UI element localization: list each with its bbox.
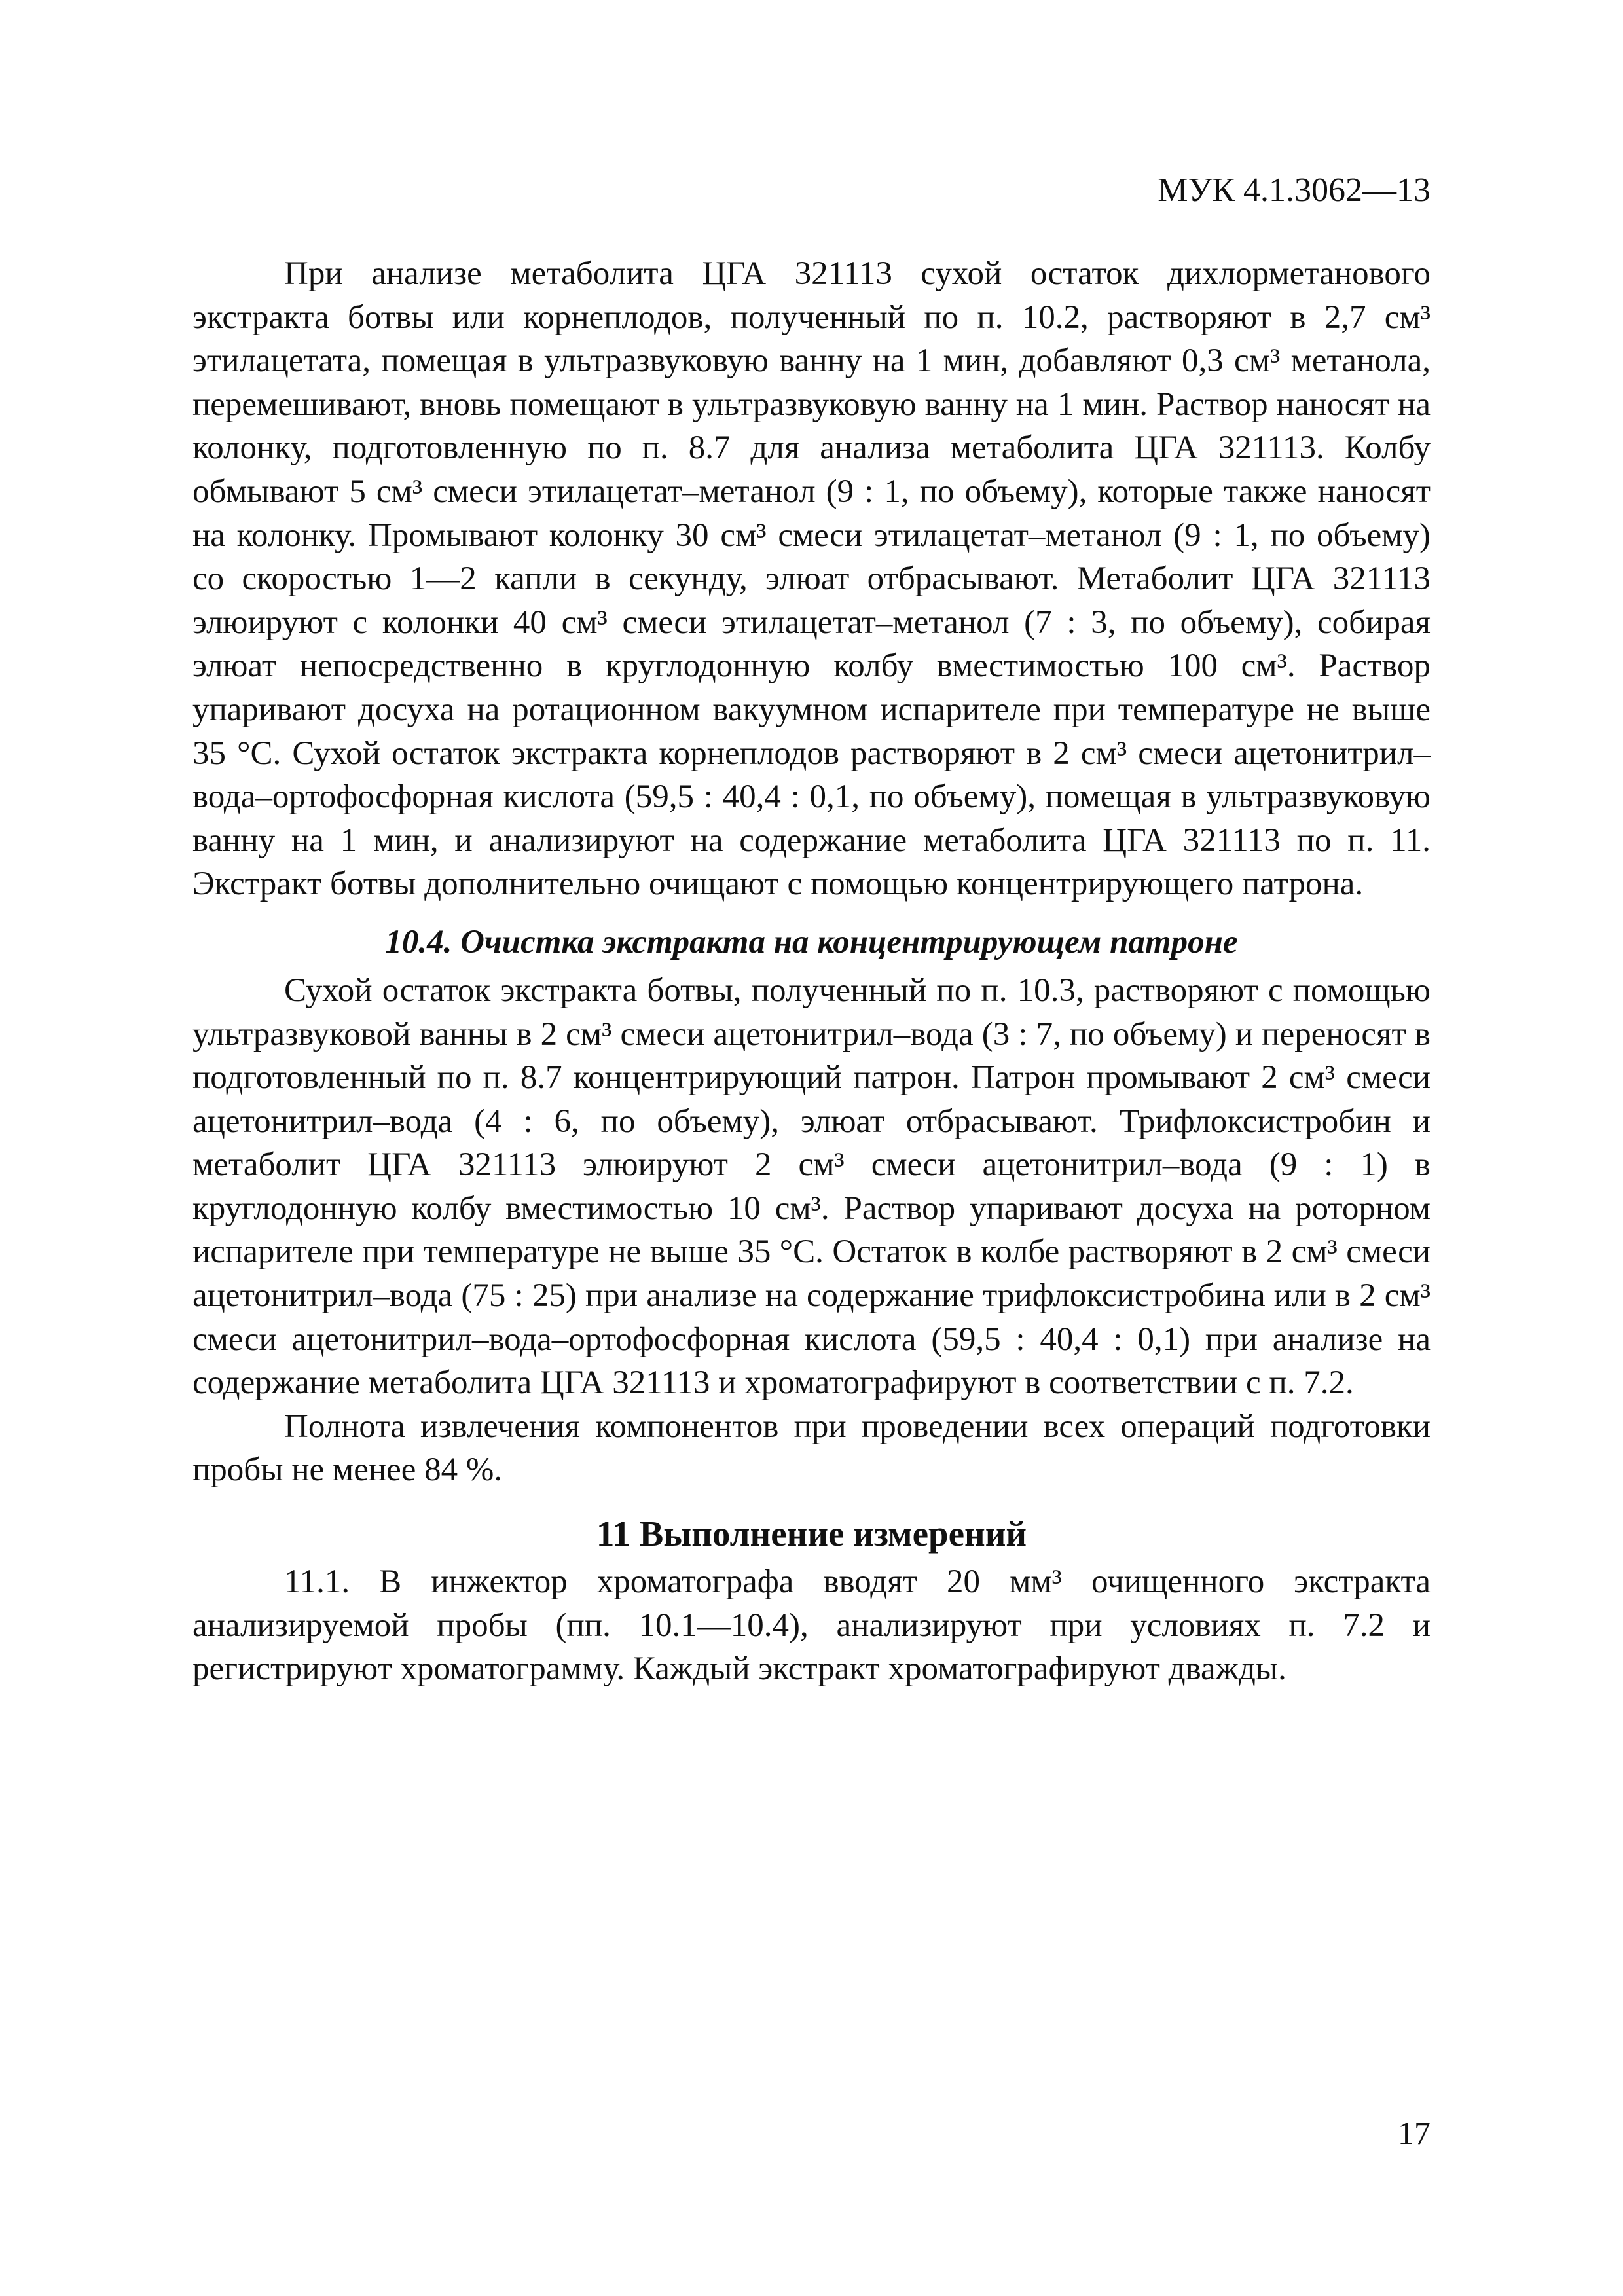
paragraph-metabolite-analysis: При анализе метаболита ЦГА 321113 сухой остаток дихлорметанового экстракта ботвы или корнеплодов, полученный по п. 10.2, растворяют в 2,7 см³ этилацетата, помещая в ультразвуковую ванну на 1 мин, добавляют 0,3 см³ метанола, перемешивают, вновь помещают в ультразвуковую ванну на 1 мин. Раствор наносят на колонку, подготовленную по п. 8.7 для анализа метаболита ЦГА 321113. Колбу обмывают 5 см³ смеси этилацетат–метанол (9 : 1, по объему), которые также наносят на колонку. Промывают колонку 30 см³ смеси этилацетат–метанол (9 : 1, по объему) со скоростью 1—2 капли в секунду, элюат отбрасывают. Метаболит ЦГА 321113 элюируют с колонки 40 см³ смеси этилацетат–метанол (7 : 3, по объему), собирая элюат непосредственно в круглодонную колбу вместимостью 100 см³. Раствор упаривают досуха на ротационном вакуумном испарителе при температуре не выше 35 °С. Сухой остаток экстракта корнеплодов растворяют в 2 см³ смеси ацетонитрил–вода–ортофосфорная кислота (59,5 : 40,4 : 0,1, по объему), помещая в ультразвуковую ванну на 1 мин, и анализируют на содержание метаболита ЦГА 321113 по п. 11. Экстракт ботвы дополнительно очищают с помощью концентрирующего патрона.: [192, 255, 1431, 903]
page-number: 17: [1398, 2115, 1431, 2151]
running-header: МУК 4.1.3062—13: [1158, 172, 1431, 209]
paragraph-cartridge-cleanup: Сухой остаток экстракта ботвы, полученный по п. 10.3, растворяют с помощью ультразвуковой ванны в 2 см³ смеси ацетонитрил–вода (3 : 7, по объему) и переносят в подготовленный по п. 8.7 концентрирующий патрон. Патрон промывают 2 см³ смеси ацетонитрил–вода (4 : 6, по объему), элюат отбрасывают. Трифлоксистробин и метаболит ЦГА 321113 элюируют 2 см³ смеси ацетонитрил–вода (9 : 1) в круглодонную колбу вместимостью 10 см³. Раствор упаривают досуха на роторном испарителе при температуре не выше 35 °С. Остаток в колбе растворяют в 2 см³ смеси ацетонитрил–вода (75 : 25) при анализе на содержание трифлоксистробина или в 2 см³ смеси ацетонитрил–вода–ортофосфорная кислота (59,5 : 40,4 : 0,1) при анализе на содержание метаболита ЦГА 321113 и хроматографируют в соответствии с п. 7.2.: [192, 972, 1431, 1402]
paragraph-recovery: Полнота извлечения компонентов при проведении всех операций подготовки пробы не менее 84 %.: [192, 1408, 1431, 1489]
page-body: [192, 252, 1431, 1691]
subsection-heading-10-4: 10.4. Очистка экстракта на концентрирующем патроне: [385, 923, 1238, 960]
section-heading-11: 11 Выполнение измерений: [596, 1514, 1027, 1554]
paragraph-11-1: 11.1. В инжектор хроматографа вводят 20 мм³ очищенного экстракта анализируемой пробы (пп. 10.1—10.4), анализируют при условиях п. 7.2 и регистрируют хроматограмму. Каждый экстракт хроматографируют дважды.: [192, 1563, 1431, 1688]
